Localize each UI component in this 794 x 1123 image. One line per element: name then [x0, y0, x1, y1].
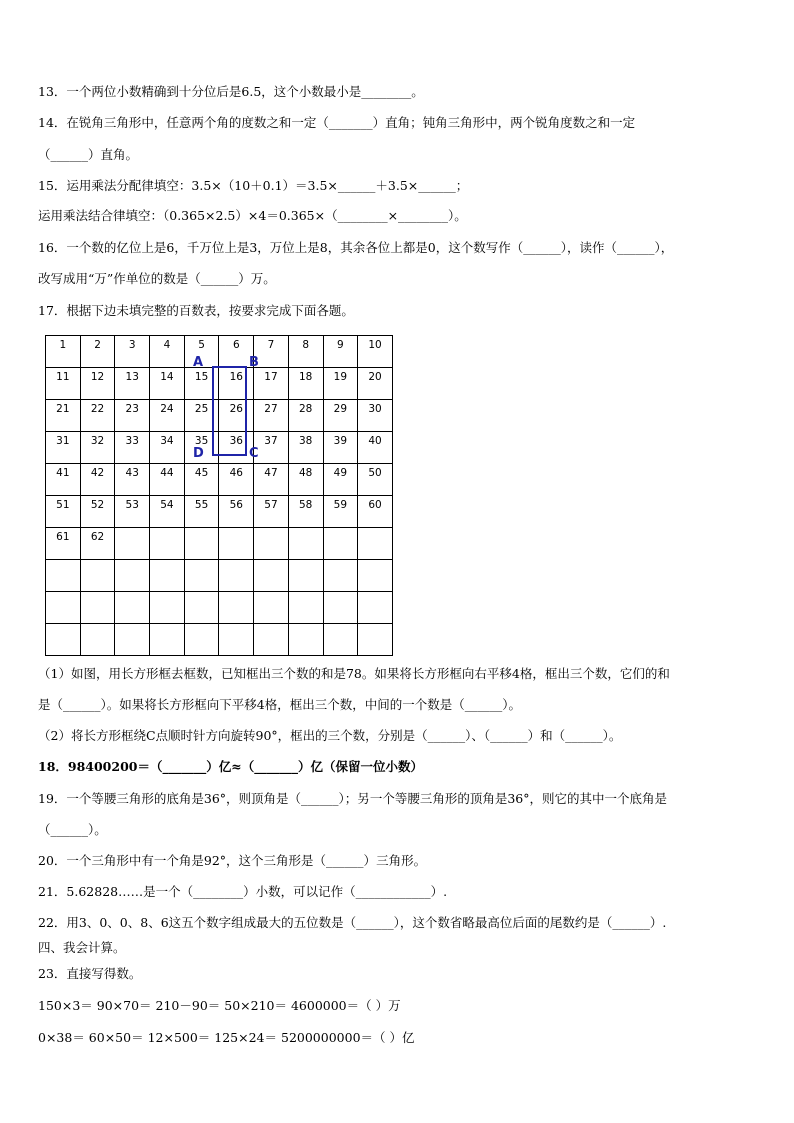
- question-21: 21．5.62828……是一个（________）小数，可以记作（____________）.: [38, 884, 448, 899]
- hundred-chart-row: [46, 464, 393, 496]
- cell-number: 20: [368, 371, 382, 383]
- hundred-chart-row: [46, 560, 393, 592]
- cell-number: 46: [229, 467, 243, 479]
- hundred-chart-cell: [288, 368, 323, 400]
- cell-number: 5: [198, 339, 205, 351]
- cell-number: [289, 528, 323, 531]
- cell-number: [150, 592, 184, 595]
- cell-number: 58: [298, 499, 313, 511]
- question-17-1-line2: 是（______）。如果将长方形框向下平移4格，框出三个数，中间的一个数是（______）。: [38, 697, 521, 712]
- cell-number: [46, 592, 80, 595]
- question-17-1-line1: （1）如图，用长方形框去框数，已知框出三个数的和是78。如果将长方形框向右平移4格，框出三个数，它们的和: [38, 666, 670, 681]
- hundred-chart-cell: [358, 464, 393, 496]
- cell-number: 27: [264, 403, 278, 415]
- corner-label-d: D: [193, 446, 204, 461]
- hundred-chart-cell: [288, 496, 323, 528]
- hundred-chart-cell: [358, 400, 393, 432]
- cell-number: 34: [160, 435, 174, 447]
- hundred-chart-cell: [254, 400, 289, 432]
- cell-number: 21: [56, 403, 70, 415]
- hundred-chart-cell: [115, 336, 150, 368]
- question-19-line2: （______）。: [38, 822, 107, 837]
- cell-number: [324, 528, 358, 531]
- cell-number: 28: [298, 403, 313, 415]
- hundred-chart-cell: [219, 592, 254, 624]
- cell-number: 49: [333, 467, 348, 479]
- hundred-chart-cell: [150, 336, 185, 368]
- hundred-chart-row: [46, 496, 393, 528]
- hundred-chart-cell: [80, 432, 115, 464]
- cell-number: [358, 560, 392, 563]
- hundred-chart-cell: [80, 592, 115, 624]
- hundred-chart-cell: [288, 400, 323, 432]
- cell-number: 1: [59, 339, 67, 351]
- hundred-chart-cell: [254, 560, 289, 592]
- hundred-chart-cell: [80, 496, 115, 528]
- hundred-chart-cell: [219, 624, 254, 656]
- hundred-chart-cell: [115, 560, 150, 592]
- cell-number: 40: [368, 435, 382, 447]
- cell-number: [150, 560, 184, 563]
- hundred-chart-cell: [115, 400, 150, 432]
- hundred-chart-cell: [323, 432, 358, 464]
- cell-number: 57: [264, 499, 278, 511]
- corner-label-b: B: [249, 355, 259, 370]
- hundred-chart-cell: [358, 432, 393, 464]
- question-16-line2: 改写成用“万”作单位的数是（______）万。: [38, 271, 276, 286]
- cell-number: 26: [229, 403, 243, 415]
- cell-number: [324, 624, 358, 627]
- hundred-chart-cell: [358, 368, 393, 400]
- corner-label-a: A: [193, 355, 204, 370]
- hundred-chart-cell: [254, 592, 289, 624]
- hundred-chart-cell: [254, 496, 289, 528]
- question-15-line2: 运用乘法结合律填空：（0.365×2.5）×4＝0.365×（________×________）。: [38, 208, 467, 223]
- cell-number: [150, 528, 184, 531]
- cell-number: [219, 528, 253, 531]
- cell-number: 31: [56, 435, 70, 447]
- cell-number: 35: [194, 435, 209, 447]
- calc-row-1: 150×3＝ 90×70＝ 210－90＝ 50×210＝ 4600000＝（ ）万: [38, 998, 401, 1013]
- cell-number: 6: [232, 339, 240, 351]
- hundred-chart-cell: [150, 368, 185, 400]
- hundred-chart-cell: [358, 528, 393, 560]
- hundred-chart-cell: [323, 336, 358, 368]
- cell-number: 48: [298, 467, 313, 479]
- hundred-chart-cell: [254, 624, 289, 656]
- hundred-chart-cell: [358, 336, 393, 368]
- hundred-chart-cell: [80, 336, 115, 368]
- hundred-chart-cell: [150, 560, 185, 592]
- hundred-chart-cell: [80, 560, 115, 592]
- cell-number: [289, 624, 323, 627]
- cell-number: [115, 560, 149, 563]
- hundred-chart-row: [46, 624, 393, 656]
- hundred-chart-cell: [184, 560, 219, 592]
- question-23: 23．直接写得数。: [38, 966, 142, 981]
- question-16-line1: 16．一个数的亿位上是6，千万位上是3，万位上是8，其余各位上都是0，这个数写作（______），读作（______），: [38, 240, 674, 255]
- hundred-chart-cell: [46, 496, 81, 528]
- question-13: 13．一个两位小数精确到十分位后是6.5，这个小数最小是________。: [38, 84, 424, 99]
- cell-number: 9: [337, 339, 344, 351]
- cell-number: [46, 624, 80, 627]
- cell-number: 55: [194, 499, 209, 511]
- cell-number: 41: [56, 467, 70, 479]
- question-14-line1: 14．在锐角三角形中，任意两个角的度数之和一定（_______）直角；钝角三角形中，两个锐角度数之和一定: [38, 115, 636, 130]
- cell-number: 52: [90, 499, 105, 511]
- hundred-chart-cell: [323, 368, 358, 400]
- hundred-chart-cell: [46, 528, 81, 560]
- hundred-chart-cell: [219, 528, 254, 560]
- cell-number: [81, 624, 115, 627]
- cell-number: [81, 560, 115, 563]
- cell-number: [219, 624, 253, 627]
- cell-number: 14: [160, 371, 174, 383]
- hundred-chart-cell: [254, 464, 289, 496]
- question-17: 17．根据下边未填完整的百数表，按要求完成下面各题。: [38, 303, 354, 318]
- hundred-chart-cell: [288, 336, 323, 368]
- cell-number: [289, 592, 323, 595]
- hundred-chart-cell: [115, 432, 150, 464]
- cell-number: [115, 624, 149, 627]
- hundred-chart-cell: [150, 464, 185, 496]
- question-22: 22．用3、0、0、8、6这五个数字组成最大的五位数是（______），这个数省略最高位后面的尾数约是（______）.: [38, 915, 667, 930]
- cell-number: [219, 560, 253, 563]
- hundred-chart-cell: [115, 496, 150, 528]
- cell-number: 19: [333, 371, 348, 383]
- cell-number: 45: [194, 467, 209, 479]
- hundred-chart-cell: [184, 528, 219, 560]
- cell-number: 12: [90, 371, 105, 383]
- cell-number: 18: [298, 371, 313, 383]
- cell-number: 30: [368, 403, 382, 415]
- hundred-chart-cell: [46, 592, 81, 624]
- hundred-chart-cell: [358, 592, 393, 624]
- cell-number: 17: [264, 371, 278, 383]
- hundred-chart-cell: [46, 368, 81, 400]
- cell-number: [115, 592, 149, 595]
- question-19-line1: 19．一个等腰三角形的底角是36°，则顶角是（______）；另一个等腰三角形的顶角是36°，则它的其中一个底角是: [38, 791, 667, 806]
- cell-number: 50: [368, 467, 382, 479]
- hundred-chart-cell: [46, 464, 81, 496]
- hundred-chart-cell: [150, 528, 185, 560]
- cell-number: 29: [333, 403, 348, 415]
- hundred-chart-cell: [288, 624, 323, 656]
- hundred-chart-cell: [358, 496, 393, 528]
- question-14-line2: （______）直角。: [38, 147, 139, 162]
- calc-row-2: 0×38＝ 60×50＝ 12×500＝ 125×24＝ 5200000000＝（ ）亿: [38, 1030, 415, 1045]
- cell-number: 53: [125, 499, 139, 511]
- hundred-chart-cell: [80, 528, 115, 560]
- cell-number: 62: [90, 531, 105, 543]
- hundred-chart-cell: [219, 464, 254, 496]
- section-heading-4: 四、我会计算。: [38, 940, 126, 955]
- hundred-chart-cell: [288, 560, 323, 592]
- cell-number: 8: [302, 339, 309, 351]
- hundred-chart-cell: [184, 464, 219, 496]
- hundred-chart-cell: [150, 592, 185, 624]
- cell-number: 33: [125, 435, 139, 447]
- cell-number: [185, 592, 219, 595]
- cell-number: [324, 560, 358, 563]
- cell-number: 32: [90, 435, 105, 447]
- question-15-line1: 15．运用乘法分配律填空：3.5×（10＋0.1）＝3.5×______＋3.5×______；: [38, 178, 469, 193]
- cell-number: [219, 592, 253, 595]
- hundred-chart-cell: [150, 624, 185, 656]
- cell-number: [254, 624, 288, 627]
- cell-number: [358, 528, 392, 531]
- cell-number: [358, 592, 392, 595]
- cell-number: 16: [229, 371, 243, 383]
- cell-number: 4: [163, 339, 171, 351]
- hundred-chart-row: [46, 592, 393, 624]
- question-20: 20．一个三角形中有一个角是92°，这个三角形是（______）三角形。: [38, 853, 427, 868]
- cell-number: 25: [194, 403, 209, 415]
- hundred-chart-cell: [288, 464, 323, 496]
- cell-number: 47: [264, 467, 278, 479]
- hundred-chart-cell: [254, 528, 289, 560]
- hundred-chart-cell: [46, 560, 81, 592]
- hundred-chart-cell: [323, 400, 358, 432]
- cell-number: 3: [128, 339, 136, 351]
- cell-number: [115, 528, 149, 531]
- hundred-chart-cell: [150, 400, 185, 432]
- hundred-chart-cell: [46, 624, 81, 656]
- hundred-chart-cell: [80, 368, 115, 400]
- question-17-2: （2）将长方形框绕C点顺时针方向旋转90°，框出的三个数，分别是（______）、（______）和（______）。: [38, 728, 622, 743]
- cell-number: [81, 592, 115, 595]
- cell-number: 42: [90, 467, 105, 479]
- hundred-chart-cell: [323, 496, 358, 528]
- cell-number: [150, 624, 184, 627]
- hundred-chart-cell: [288, 528, 323, 560]
- cell-number: [254, 560, 288, 563]
- hundred-chart-cell: [288, 592, 323, 624]
- cell-number: 61: [56, 531, 70, 543]
- hundred-chart-cell: [46, 432, 81, 464]
- hundred-chart-cell: [46, 400, 81, 432]
- hundred-chart-cell: [219, 496, 254, 528]
- corner-label-c: C: [249, 446, 259, 461]
- hundred-chart-cell: [288, 432, 323, 464]
- cell-number: 54: [160, 499, 174, 511]
- cell-number: [289, 560, 323, 563]
- hundred-chart-row: [46, 336, 393, 368]
- cell-number: 44: [160, 467, 174, 479]
- hundred-chart-cell: [254, 432, 289, 464]
- cell-number: 60: [368, 499, 382, 511]
- cell-number: 13: [125, 371, 139, 383]
- hundred-chart-cell: [358, 560, 393, 592]
- cell-number: [254, 528, 288, 531]
- cell-number: 51: [56, 499, 70, 511]
- hundred-chart-cell: [184, 624, 219, 656]
- cell-number: [185, 528, 219, 531]
- cell-number: 11: [56, 371, 70, 383]
- cell-number: 56: [229, 499, 243, 511]
- hundred-chart-cell: [323, 592, 358, 624]
- hundred-chart-cell: [115, 528, 150, 560]
- hundred-chart-cell: [46, 336, 81, 368]
- cell-number: 23: [125, 403, 139, 415]
- cell-number: 59: [333, 499, 348, 511]
- cell-number: 7: [267, 339, 275, 351]
- hundred-chart-cell: [323, 624, 358, 656]
- hundred-chart-cell: [115, 464, 150, 496]
- cell-number: [324, 592, 358, 595]
- cell-number: [185, 560, 219, 563]
- cell-number: 43: [125, 467, 139, 479]
- hundred-chart-cell: [219, 560, 254, 592]
- rectangle-frame: [212, 366, 247, 456]
- hundred-chart-cell: [80, 400, 115, 432]
- hundred-chart-cell: [323, 528, 358, 560]
- cell-number: 37: [264, 435, 278, 447]
- hundred-chart-row: [46, 528, 393, 560]
- hundred-chart-cell: [184, 592, 219, 624]
- hundred-chart-cell: [150, 432, 185, 464]
- cell-number: 39: [333, 435, 348, 447]
- hundred-chart-cell: [184, 496, 219, 528]
- hundred-chart-cell: [115, 368, 150, 400]
- cell-number: 36: [229, 435, 243, 447]
- hundred-chart-cell: [323, 464, 358, 496]
- hundred-chart-cell: [80, 624, 115, 656]
- cell-number: 2: [94, 339, 101, 351]
- cell-number: [358, 624, 392, 627]
- hundred-chart-cell: [80, 464, 115, 496]
- hundred-chart-cell: [150, 496, 185, 528]
- hundred-chart-cell: [254, 368, 289, 400]
- hundred-chart-cell: [115, 624, 150, 656]
- cell-number: [185, 624, 219, 627]
- hundred-chart-cell: [323, 560, 358, 592]
- cell-number: 24: [160, 403, 174, 415]
- question-18: 18．98400200＝（_______）亿≈（_______）亿（保留一位小数）: [38, 759, 423, 774]
- cell-number: [254, 592, 288, 595]
- cell-number: 15: [194, 371, 209, 383]
- cell-number: 22: [90, 403, 105, 415]
- cell-number: 10: [368, 339, 382, 351]
- hundred-chart-cell: [358, 624, 393, 656]
- hundred-chart-cell: [115, 592, 150, 624]
- cell-number: [46, 560, 80, 563]
- cell-number: 38: [298, 435, 313, 447]
